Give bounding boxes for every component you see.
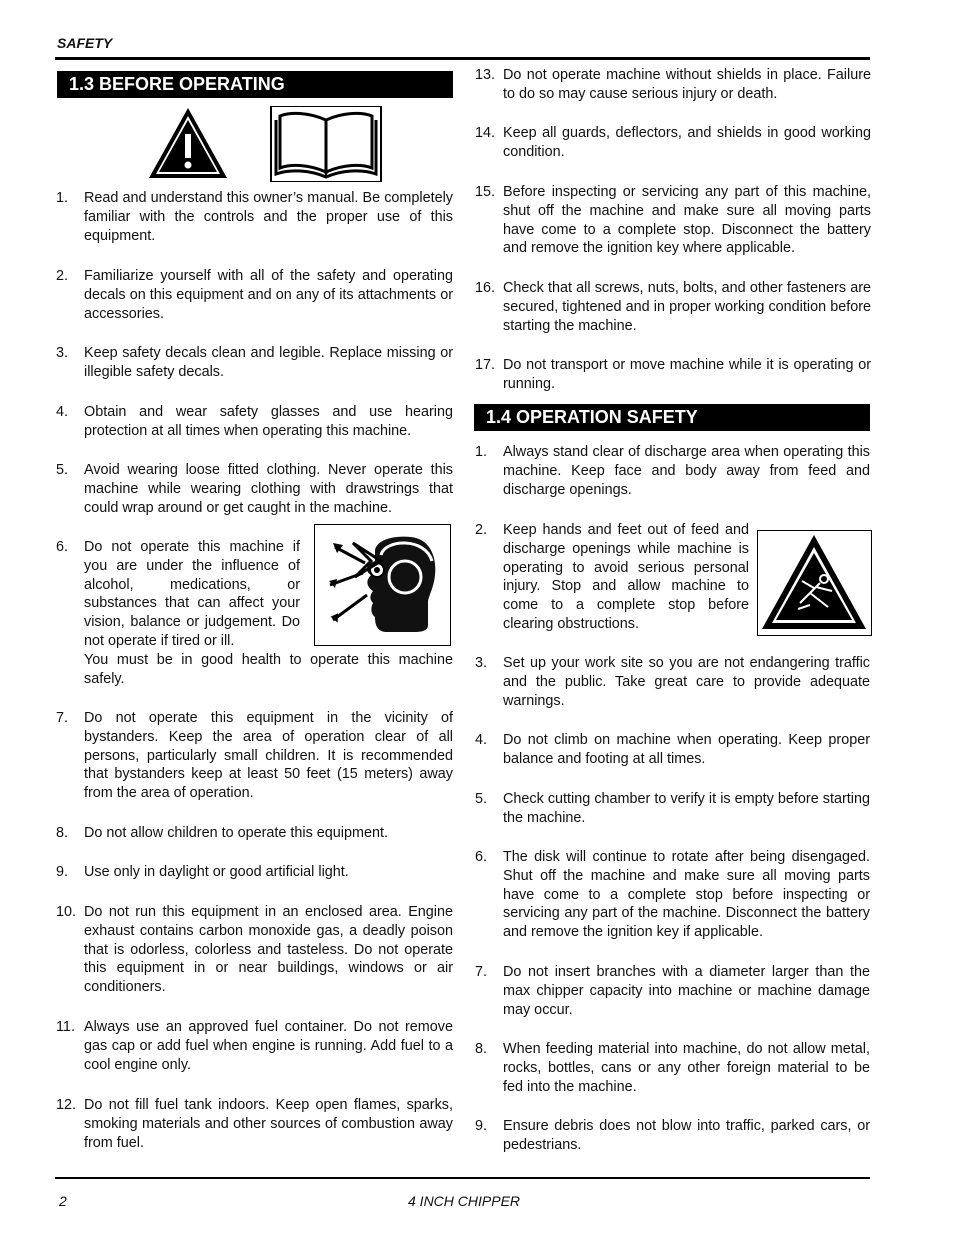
list-item-text: Do not fill fuel tank indoors. Keep open flames, sparks, smoking materials and other sources of combustion away from fuel. [84,1097,453,1151]
hand-hazard-image [757,530,872,636]
list-item-number: 2. [56,268,69,284]
list-item-number: 3. [475,655,488,671]
list-item-text: Do not operate this machine if you are under the influence of alcohol, medications, or substances that can affect your vision, balance or judgement. Do not operate if tired or ill. [84,539,300,649]
list-item-text: Keep safety decals clean and legible. Replace missing or illegible safety decals. [84,345,453,380]
footer-rule [55,1177,870,1179]
list-item-number: 1. [56,190,69,206]
list-item-text: Set up your work site so you are not endangering traffic and the public. Take great care to provide adequate warnings. [503,655,870,709]
list-item-text: Always stand clear of discharge area when operating this machine. Keep face and body away from feed and discharge openings. [503,444,870,498]
list-item-number: 9. [475,1118,488,1134]
list-item-number: 5. [475,791,488,807]
list-item-text: Obtain and wear safety glasses and use hearing protection at all times when operating this machine. [84,404,453,439]
list-item-text: Keep hands and feet out of feed and discharge openings while machine is operating to avoid serious personal injury. Stop and allow machine to come to a complete stop before clearing obstructions. [503,522,749,632]
list-item-text: Do not climb on machine when operating. Keep proper balance and footing at all times. [503,732,870,767]
list-item-text: When feeding material into machine, do not allow metal, rocks, bottles, cans or any other foreign material to be fed into the machine. [503,1041,870,1095]
list-item-text: Do not transport or move machine while it is operating or running. [503,357,871,392]
list-item-text-continued: You must be in good health to operate this machine safely. [84,652,453,687]
list-item-number: 7. [56,710,69,726]
list-item-text: Do not allow children to operate this equipment. [84,825,388,841]
safety-icons-row [148,106,388,187]
list-item-number: 6. [475,849,488,865]
list-item-number: 11. [56,1019,75,1035]
list-item-number: 2. [475,522,488,538]
list-item-text: Do not insert branches with a diameter larger than the max chipper capacity into machine or machine damage may occur. [503,964,870,1018]
list-item-number: 17. [475,357,496,373]
list-item-text: The disk will continue to rotate after being disengaged. Shut off the machine and make sure all moving parts have come to a complete stop before inspecting or servicing any part of the machine. Disconnect the battery and remove the ignition key if applicable. [503,849,870,941]
list-item-text: Do not operate machine without shields in place. Failure to do so may cause serious injury or death. [503,67,871,102]
list-item-number: 16. [475,280,496,296]
list-item-number: 7. [475,964,488,980]
page-number: 2 [59,1193,67,1209]
list-item-text: Familiarize yourself with all of the safety and operating decals on this equipment and on any of its attachments or accessories. [84,268,453,322]
list-item-text: Before inspecting or servicing any part of this machine, shut off the machine and make sure all moving parts have come to a complete stop. Disconnect the battery and remove the ignition key where applicable. [503,184,871,257]
list-item-number: 8. [475,1041,488,1057]
list-item-text: Ensure debris does not blow into traffic, parked cars, or pedestrians. [503,1118,870,1153]
list-item-number: 5. [56,462,69,478]
list-item-number: 4. [475,732,488,748]
open-book-icon [271,106,381,182]
list-item-text: Read and understand this owner’s manual. Be completely familiar with the controls and the proper use of this equipment. [84,190,453,244]
head-protection-image [314,524,451,646]
warning-triangle-icon [149,108,227,178]
list-item-number: 8. [56,825,69,841]
section-title-operation-safety: 1.4 OPERATION SAFETY [474,404,870,431]
list-item-text: Use only in daylight or good artificial light. [84,864,349,880]
list-item-number: 10. [56,904,77,920]
list-item-number: 15. [475,184,496,200]
list-item-text: Keep all guards, deflectors, and shields in good working condition. [503,125,871,160]
list-item-text: Check that all screws, nuts, bolts, and other fasteners are secured, tightened and in proper working condition before starting the machine. [503,280,871,334]
list-item-number: 4. [56,404,69,420]
list-item-text: Avoid wearing loose fitted clothing. Never operate this machine while wearing clothing with drawstrings that could wrap around or get caught in the machine. [84,462,453,516]
list-item-number: 3. [56,345,69,361]
footer-title: 4 INCH CHIPPER [408,1193,521,1209]
list-item-number: 12. [56,1097,77,1113]
section-title-before-operating: 1.3 BEFORE OPERATING [57,71,453,98]
header-rule [55,57,870,60]
list-item-text: Do not run this equipment in an enclosed area. Engine exhaust contains carbon monoxide gas, a deadly poison that is odorless, colorless and tasteless. Do not operate this equipment in or near buildings, windows or air conditioners. [84,904,453,996]
list-item-number: 1. [475,444,488,460]
hand-hazard-icon [758,531,871,635]
header-section-label: SAFETY [57,35,113,51]
list-item-number: 13. [475,67,496,83]
list-item-number: 9. [56,864,69,880]
list-item-text: Check cutting chamber to verify it is empty before starting the machine. [503,791,870,826]
list-item-text: Always use an approved fuel container. Do not remove gas cap or add fuel when engine is running. Add fuel to a cool engine only. [84,1019,453,1073]
list-item-number: 6. [56,539,69,555]
head-protection-icon [315,525,450,645]
list-item-text: Do not operate this equipment in the vicinity of bystanders. Keep the area of operation clear of all persons, particularly small children. It is recommended that bystanders keep at least 50 feet (15 meters) away from the area of operation. [84,710,453,802]
list-item-number: 14. [475,125,496,141]
